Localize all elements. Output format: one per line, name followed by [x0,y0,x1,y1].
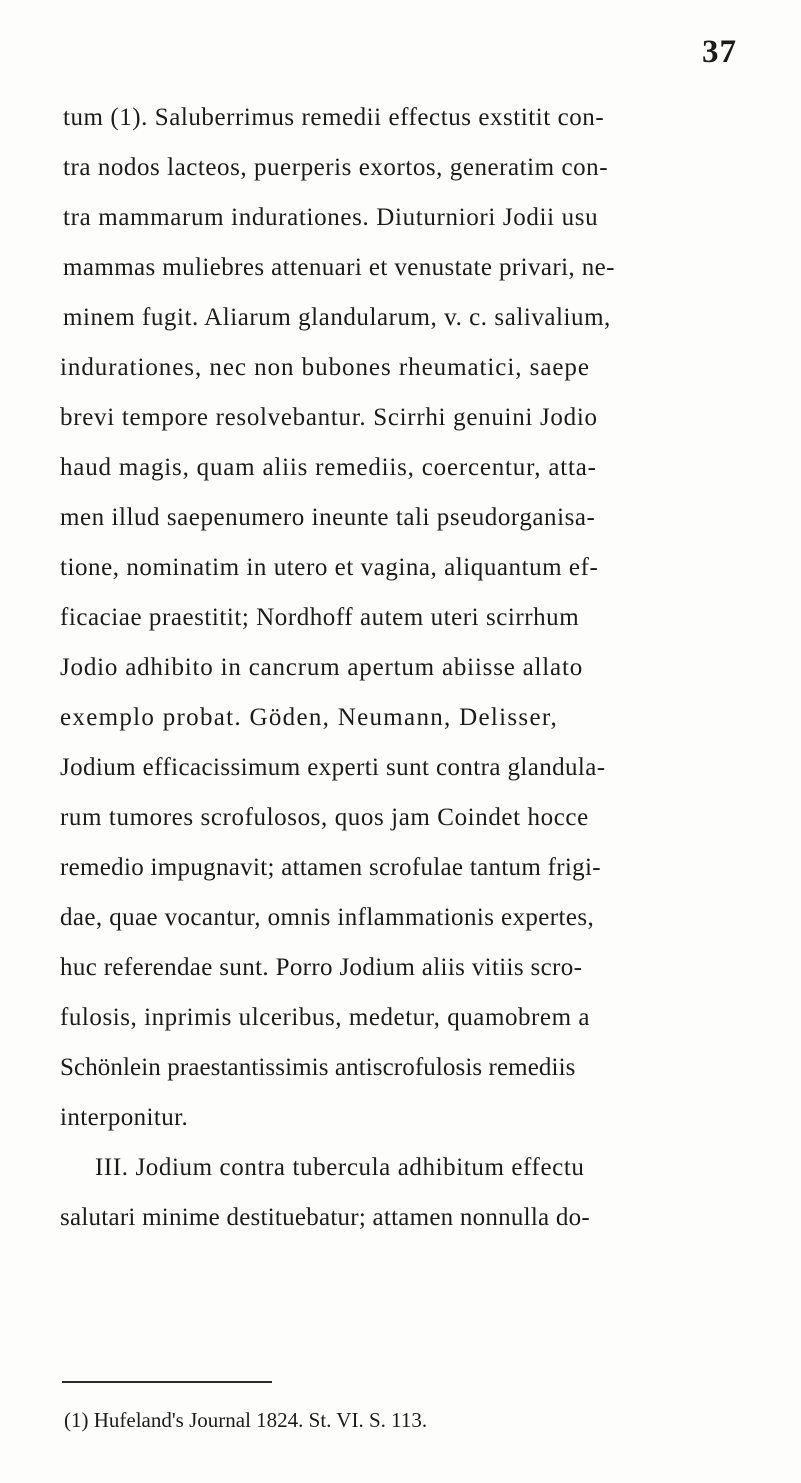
text-line: ficaciae praestitit; Nordhoff autem uteri scirrhum [60,604,580,631]
text-line: mammas muliebres attenuari et venustate privari, ne- [63,254,615,281]
text-line: tra mammarum indurationes. Diuturniori Jodii usu [63,204,599,231]
text-line: indurationes, nec non bubones rheumatici, saepe [60,354,590,381]
text-line: huc referendae sunt. Porro Jodium aliis vitiis scro- [60,954,583,981]
text-line: fulosis, inprimis ulceribus, medetur, quamobrem a [60,1004,591,1031]
text-line: interponitur. [60,1104,189,1131]
text-line: Jodium efficacissimum experti sunt contra glandula- [60,754,606,781]
text-line: salutari minime destituebatur; attamen nonnulla do- [60,1204,590,1231]
text-line: men illud saepenumero ineunte tali pseudorganisa- [60,504,596,531]
text-line: Jodio adhibito in cancrum apertum abiisse allato [60,654,583,681]
footnote-divider [62,1381,272,1383]
text-line: remedio impugnavit; attamen scrofulae tantum frigi- [60,854,601,881]
text-line: Schönlein praestantissimis antiscrofulosis remediis [60,1054,576,1081]
text-line: dae, quae vocantur, omnis inflammationis expertes, [60,904,595,931]
text-line: brevi tempore resolvebantur. Scirrhi genuini Jodio [60,404,598,431]
text-line: rum tumores scrofulosos, quos jam Coindet hocce [60,804,589,831]
text-line: tra nodos lacteos, puerperis exortos, generatim con- [63,154,609,181]
page-number: 37 [702,34,737,70]
text-line: tione, nominatim in utero et vagina, aliquantum ef- [60,554,599,581]
text-line: haud magis, quam aliis remediis, coercentur, atta- [60,454,597,481]
footnote: (1) Hufeland's Journal 1824. St. VI. S. 113. [64,1408,428,1432]
text-line: tum (1). Saluberrimus remedii effectus exstitit con- [63,104,605,131]
text-line: minem fugit. Aliarum glandularum, v. c. salivalium, [63,304,611,331]
text-line: III. Jodium contra tubercula adhibitum effectu [95,1154,585,1181]
text-line: exemplo probat. Göden, Neumann, Delisser, [60,704,559,731]
